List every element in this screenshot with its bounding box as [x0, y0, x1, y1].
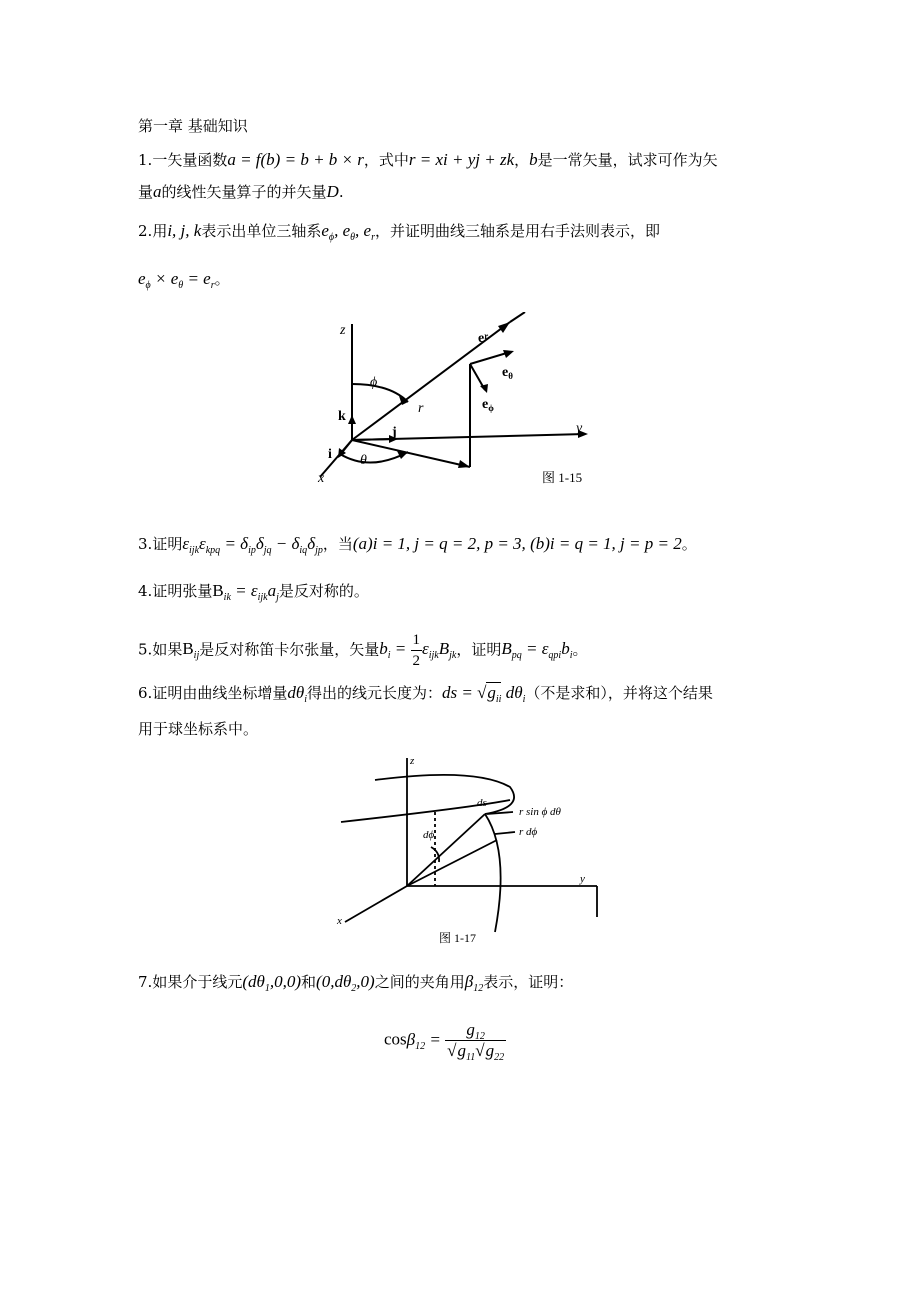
fig1-label-theta: θ	[360, 453, 367, 468]
problem-7-number: 7.	[138, 973, 153, 991]
problem-1-eq-function: a = f(b) = b + b × r	[227, 150, 364, 169]
fig1-label-etheta: $e_\theta$	[502, 365, 513, 381]
fig1-label-phi: ϕ	[370, 375, 378, 390]
problem-1-line-2: 量a的线性矢量算子的并矢量D.	[138, 182, 344, 201]
figure-1-17-caption: 图 1-17	[439, 931, 476, 945]
problem-4: 4.证明张量$B_{ik} = \varepsilon_{ijk}a_j$是反对称的。	[138, 581, 369, 603]
figure-1-15-caption: 图 1-15	[542, 470, 583, 485]
problem-7-equation: cosβ$_{12}$ = $\frac{g_{12}}{√g_{11}√g_{22}}$	[384, 1020, 505, 1063]
problem-3-number: 3.	[138, 535, 153, 553]
fig1-label-z: z	[340, 323, 346, 338]
problem-5-eq-B: $B_{pq} = \varepsilon_{qpi}b_i$	[501, 639, 573, 662]
problem-7-element-1: $(d\theta_1,0,0)$	[242, 972, 302, 994]
fig2-label-z: z	[410, 755, 415, 767]
problem-5-number: 5.	[138, 640, 153, 659]
problem-1-number: 1.	[138, 151, 153, 169]
fig2-label-ds: ds	[477, 797, 487, 809]
figure-1-15	[310, 312, 620, 490]
fig1-label-y: y	[576, 421, 583, 436]
problem-2-eq-cross: $e_\phi \times e_\theta = e_r$	[138, 269, 215, 291]
fig2-label-rdphi: r dϕ	[519, 826, 538, 838]
problem-7: 7.如果介于线元$(d\theta_1,0,0)$和$(0,d\theta_2,0)$之间的夹角用$\beta_{12}$表示，证明：	[138, 972, 574, 994]
problem-3-case-a: (a)i = 1, j = q = 2, p = 3,	[352, 534, 531, 553]
problem-6-line-2: 用于球坐标系中。	[138, 720, 259, 738]
problem-6-eq: ds = $√g_{ii}$ $d\theta_i$	[441, 683, 526, 705]
figure-1-17	[335, 752, 615, 948]
problem-1-line-1: 1.一矢量函数a = f(b) = b + b × r，式中r = xi + yj + zk，b是一常矢量，试求可作为矢	[138, 150, 718, 169]
problem-4-number: 4.	[138, 582, 153, 600]
fig2-label-x: x	[337, 915, 342, 927]
problem-5-eq-b: $b_i$ = $\frac{1}{2}$ $\varepsilon_{ijk}B_{jk}$	[379, 632, 457, 669]
problem-3-identity: $\varepsilon_{ijk}\varepsilon_{kpq} = \delta_{ip}\delta_{jq} - \delta_{iq}\delta_{jp}$	[182, 534, 323, 556]
fig2-label-y: y	[580, 873, 585, 885]
problem-5: 5.如果$B_{ij}$是反对称笛卡尔张量，矢量$b_i$ = $\frac{1}{2}$ $\varepsilon_{ijk}B_{jk}$，证明$B_{pq} = \varepsilon_{qpi}b_i$。	[138, 632, 588, 669]
problem-2-eq-basis: $e_\phi$, $e_\theta$, $e_r$	[321, 221, 375, 243]
fig1-label-ephi: $e_\phi$	[482, 397, 494, 413]
problem-1-eq-r: r = xi + yj + zk	[408, 150, 515, 169]
fig1-label-k: k	[338, 409, 346, 424]
fig1-label-i: i	[328, 447, 332, 462]
fig2-label-dphi: dϕ	[423, 829, 435, 841]
problem-3: 3.证明$\varepsilon_{ijk}\varepsilon_{kpq} = \delta_{ip}\delta_{jq} - \delta_{iq}\delta_{jp}$，当(a)i = 1, j = q = 2, p = 3, (b)i = q = 1, j = p = 2。	[138, 534, 697, 556]
problem-7-element-2: $(0,d\theta_2,0)$	[316, 972, 375, 994]
fig2-label-rsin: r sin ϕ dθ	[519, 806, 561, 818]
problem-6-number: 6.	[138, 684, 153, 702]
chapter-title: 第一章 基础知识	[138, 117, 248, 135]
fig1-label-x: x	[318, 471, 325, 486]
fig1-label-er: $e^r$	[478, 331, 489, 346]
problem-2-line-1: 2.用i, j, k表示出单位三轴系$e_\phi$, $e_\theta$, $e_r$，并证明曲线三轴系是用右手法则表示，即	[138, 221, 661, 243]
problem-3-case-b: (b)i = q = 1, j = p = 2	[530, 534, 682, 553]
fig1-label-r: r	[418, 401, 424, 416]
problem-2-line-2: $e_\phi \times e_\theta = e_r$。	[138, 269, 230, 291]
problem-2-number: 2.	[138, 222, 153, 240]
problem-6-line-1: 6.证明由曲线坐标增量$d\theta_i$得出的线元长度为：ds = $√g_{ii}$ $d\theta_i$（不是求和），并将这个结果	[138, 683, 713, 705]
problem-4-eq: $B_{ik} = \varepsilon_{ijk}a_j$	[212, 581, 279, 603]
fig1-label-j: j	[392, 425, 397, 440]
